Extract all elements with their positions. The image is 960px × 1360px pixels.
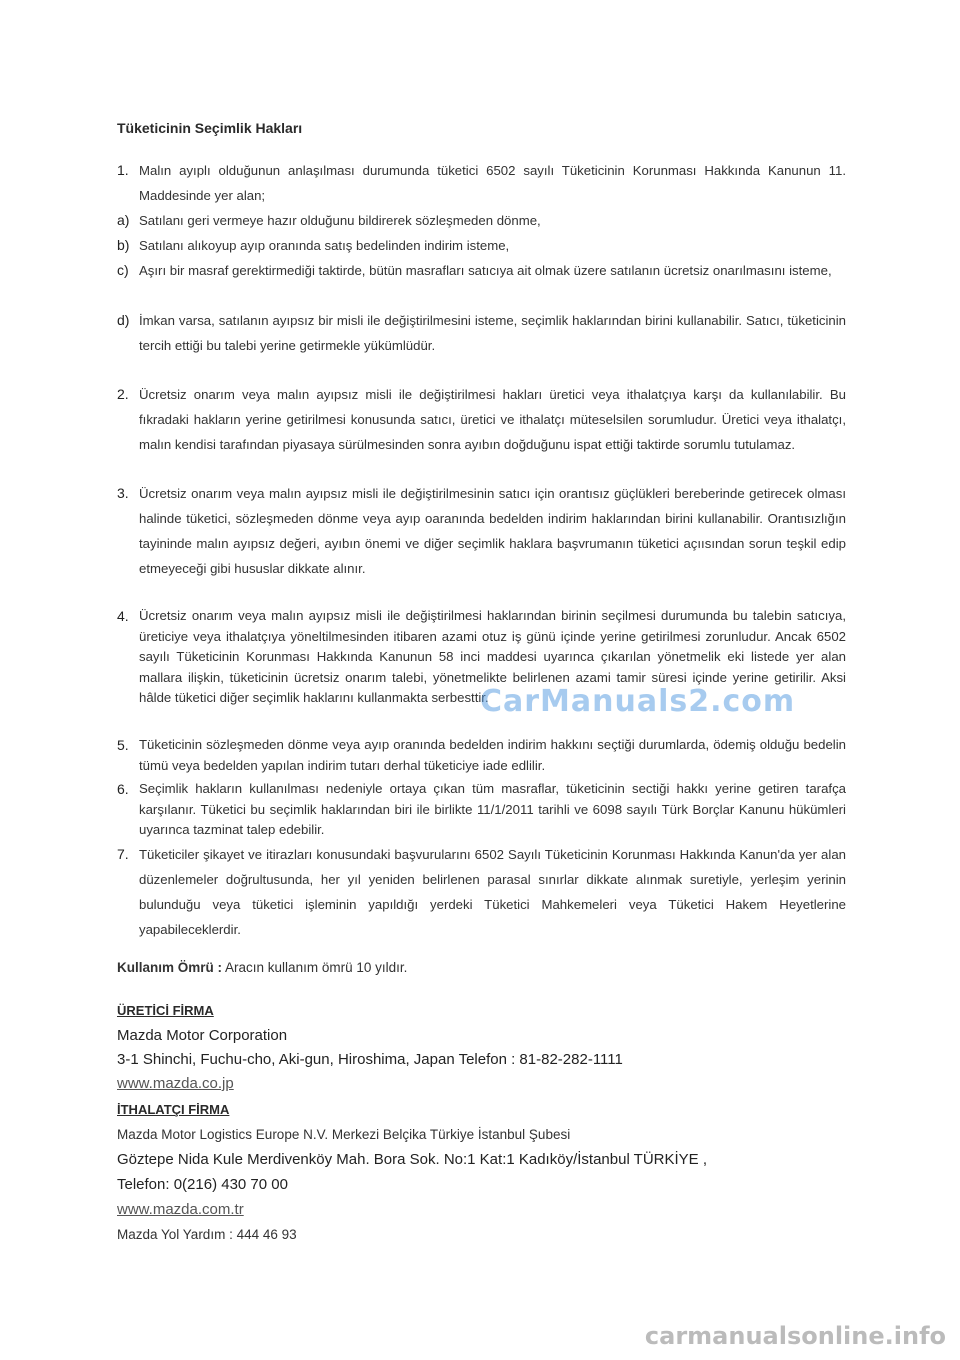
item-letter: a)	[117, 212, 130, 228]
lifetime-row	[117, 960, 407, 975]
importer-phone: Telefon: 0(216) 430 70 00	[117, 1176, 288, 1193]
list-item-1	[117, 158, 846, 208]
overlay-watermark: CarManuals2.com	[480, 684, 796, 719]
list-item-b	[117, 233, 846, 258]
item-text: Satılanı geri vermeye hazır olduğunu bildirerek sözleşmeden dönme,	[139, 213, 541, 228]
list-item-c	[117, 258, 846, 283]
item-text: Tüketiciler şikayet ve itirazları konusundaki başvurularını 6502 Sayılı Tüketicinin Korunması Hakkında Kanun'da yer alan düzenlemeler doğrultusunda, her yıl yeniden belirlenen parasal sınırlar dikkate alınmak suretiyle, yerleşim yerinin bulunduğu veya tüketici işleminin yapıldığı yerdeki Tüketici Mahkemeleri veya Tüketici Hakem Heyetlerine yapabileceklerdir.	[139, 847, 846, 937]
list-item-a	[117, 208, 846, 233]
item-letter: c)	[117, 262, 129, 278]
item-text: Tüketicinin sözleşmeden dönme veya ayıp oranında bedelden indirim hakkını seçtiği durumlarda, ödemiş olduğu bedelin tümü veya bedelden yapılan indirim tutarı derhal tüketiciye iade edlilir.	[139, 737, 846, 773]
item-text: Seçimlik hakların kullanılması nedeniyle ortaya çıkan tüm masraflar, tüketicinin sectiği hakkı yerine getiren tarafça karşılanır. Tüketici bu seçimlik haklarından biri ile birlikte 11/1/2011 tarihli ve 6098 sayılı Türk Borçlar Kanunu hükümleri uyarınca tazminat talep edebilir.	[139, 781, 846, 837]
item-text: Ücretsiz onarım veya malın ayıpsız misli ile değiştirilmesinin satıcı için orantısız güçlükleri bereberinde getirecek olması halinde tüketici, sözleşmeden dönme veya ayıp oaranında bedelden indirim haklarından birini kullanabilir. Orantısızlığın tayininde malın ayıpsız değeri, ayıbın önemi ve diğer seçimlik haklara başvrumanın tüketici açıısından sorun teşkil edip etmeyeceği gibi hususlar dikkate alınır.	[139, 486, 846, 576]
manufacturer-address: 3-1 Shinchi, Fuchu-cho, Aki-gun, Hiroshima, Japan Telefon : 81-82-282-1111	[117, 1051, 623, 1068]
manufacturer-website-link[interactable]: www.mazda.co.jp	[117, 1075, 234, 1092]
list-item-2	[117, 382, 846, 457]
list-item-d	[117, 308, 846, 358]
item-text: İmkan varsa, satılanın ayıpsız bir misli ile değiştirilmesini isteme, seçimlik haklarından birini kullanabilir. Satıcı, tüketicinin tercih ettiği bu talebi yerine getirmekle yükümlüdür.	[139, 313, 846, 353]
roadside-assistance: Mazda Yol Yardım : 444 46 93	[117, 1227, 297, 1242]
list-item-3	[117, 481, 846, 581]
importer-heading: İTHALATÇI FİRMA	[117, 1102, 230, 1117]
item-number: 6.	[117, 781, 129, 797]
item-number: 1.	[117, 162, 129, 178]
importer-website-link[interactable]: www.mazda.com.tr	[117, 1201, 244, 1218]
item-number: 5.	[117, 737, 129, 753]
list-item-5	[117, 735, 846, 776]
item-number: 3.	[117, 485, 129, 501]
item-number: 7.	[117, 846, 129, 862]
item-number: 4.	[117, 608, 129, 624]
lifetime-label: Kullanım Ömrü :	[117, 960, 223, 975]
list-item-7	[117, 842, 846, 942]
item-text: Aşırı bir masraf gerektirmediği taktirde, bütün masrafları satıcıya ait olmak üzere satılanın ücretsiz onarılmasını isteme,	[139, 263, 832, 278]
list-item-6	[117, 779, 846, 841]
manufacturer-name: Mazda Motor Corporation	[117, 1027, 288, 1044]
item-text: Satılanı alıkoyup ayıp oranında satış bedelinden indirim isteme,	[139, 238, 510, 253]
item-text: Ücretsiz onarım veya malın ayıpsız misli ile değiştirilmesi haklarından birinin seçilmesi durumunda bu talebin satıcıya, üreticiye veya ithalatçıya yöneltilmesinden itibaren azami otuz iş günü içinde yerine getirilmesi zorunludur. Ancak 6502 sayılı Tüketicinin Korunması Hakkında Kanunun 58 inci maddesi uyarınca çıkarılan yönetmelik eki listede yer alan mallara ilişkin, tüketicinin ücretsiz onarım talebi, yönetmelikte belirlenen azami tamir süresi içinde yerine getirilir. Aksi hâlde tüketici diğer seçimlik haklarını kullanmakta serbesttir.	[139, 608, 846, 705]
item-letter: d)	[117, 312, 130, 328]
item-letter: b)	[117, 237, 130, 253]
item-text: Malın ayıplı olduğunun anlaşılması durumunda tüketici 6502 sayılı Tüketicinin Korunması Hakkında Kanunun 11. Maddesinde yer alan;	[139, 163, 846, 203]
footer-watermark: carmanualsonline.info	[644, 1322, 946, 1350]
importer-name: Mazda Motor Logistics Europe N.V. Merkezi Belçika Türkiye İstanbul Şubesi	[117, 1127, 571, 1142]
page-title: Tüketicinin Seçimlik Hakları	[117, 120, 303, 136]
item-text: Ücretsiz onarım veya malın ayıpsız misli ile değiştirilmesi hakları üretici veya ithalatçıya karşı da kullanılabilir. Bu fıkradaki hakların yerine getirilmesi konusunda satıcı, üretici ve ithalatçı müteselsilen sorumludur. Üretici veya ithalatçı, malın kendisi tarafından piyasaya sürülmesinden sonra ayıbın doğduğunu ispat ettiği taktirde sorumlu tutulamaz.	[139, 387, 846, 452]
manufacturer-heading: ÜRETİCİ FİRMA	[117, 1003, 214, 1018]
importer-address: Göztepe Nida Kule Merdivenköy Mah. Bora Sok. No:1 Kat:1 Kadıköy/İstanbul TÜRKİYE ,	[117, 1151, 708, 1168]
item-number: 2.	[117, 386, 129, 402]
lifetime-value: Aracın kullanım ömrü 10 yıldır.	[225, 960, 408, 975]
